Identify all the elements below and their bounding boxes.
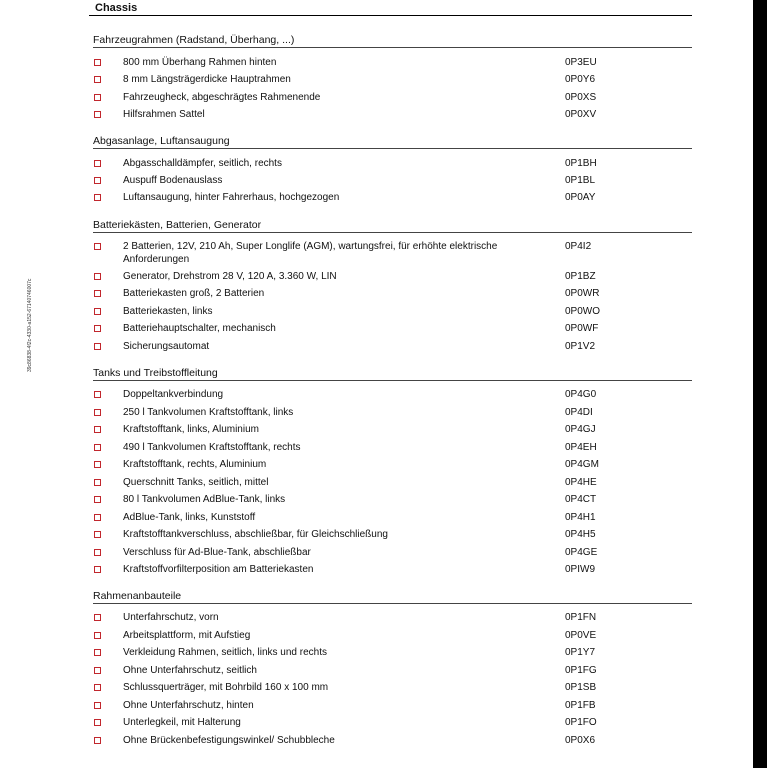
item-label: Unterlegkeil, mit Halterung xyxy=(123,717,241,728)
item-code: 0P0X6 xyxy=(565,735,596,746)
checkbox-square-icon xyxy=(94,684,101,691)
checkbox-square-icon xyxy=(94,531,101,538)
checkbox-square-icon xyxy=(94,444,101,451)
item-label: Schlussquerträger, mit Bohrbild 160 x 100 mm xyxy=(123,682,329,693)
checkbox-square-icon xyxy=(94,160,101,167)
item-code: 0P4G0 xyxy=(565,389,597,400)
item-code: 0P0AY xyxy=(565,192,596,203)
item-code: 0P1FB xyxy=(565,700,596,711)
section xyxy=(93,34,692,120)
item-label: 80 l Tankvolumen AdBlue-Tank, links xyxy=(123,494,286,505)
page-title: Chassis xyxy=(95,2,138,14)
item-code: 0P0XV xyxy=(565,109,597,120)
checkbox-square-icon xyxy=(94,177,101,184)
side-document-code: 39c86838-4f2c-4330-a152-67140746007c xyxy=(27,278,33,372)
item-label: Ohne Brückenbefestigungswinkel/ Schubbleche xyxy=(123,735,335,746)
item-code: 0P1FG xyxy=(565,665,597,676)
item-label: Querschnitt Tanks, seitlich, mittel xyxy=(123,477,269,488)
item-code: 0P0WO xyxy=(565,306,601,317)
section-title: Rahmenanbauteile xyxy=(93,590,692,604)
item-label: Ohne Unterfahrschutz, seitlich xyxy=(123,665,257,676)
item-code: 0P4HE xyxy=(565,477,597,488)
checkbox-square-icon xyxy=(94,409,101,416)
checkbox-square-icon xyxy=(94,308,101,315)
checkbox-square-icon xyxy=(94,111,101,118)
checkbox-square-icon xyxy=(94,667,101,674)
checkbox-square-icon xyxy=(94,461,101,468)
item-label: AdBlue-Tank, links, Kunststoff xyxy=(123,512,256,523)
item-label: Kraftstoffvorfilterposition am Batteriekasten xyxy=(123,564,314,575)
item-label: 250 l Tankvolumen Kraftstofftank, links xyxy=(123,407,294,418)
checkbox-square-icon xyxy=(94,391,101,398)
item-label: Verschluss für Ad-Blue-Tank, abschließbar xyxy=(123,547,311,558)
item-label: Sicherungsautomat xyxy=(123,341,210,352)
item-label: Auspuff Bodenauslass xyxy=(123,175,223,186)
item-code: 0P1FO xyxy=(565,717,597,728)
item-code: 0P0XS xyxy=(565,92,597,103)
section xyxy=(93,135,692,203)
checkbox-square-icon xyxy=(94,737,101,744)
item-label: Kraftstofftank, links, Aluminium xyxy=(123,424,259,435)
checkbox-square-icon xyxy=(94,426,101,433)
item-code: 0P4GJ xyxy=(565,424,596,435)
title-rule xyxy=(89,15,692,16)
item-label: Verkleidung Rahmen, seitlich, links und rechts xyxy=(123,647,327,658)
item-code: 0P4CT xyxy=(565,494,597,505)
checkbox-square-icon xyxy=(94,273,101,280)
checkbox-square-icon xyxy=(94,243,101,250)
item-code: 0P4GM xyxy=(565,459,599,470)
item-label: Kraftstofftank, rechts, Aluminium xyxy=(123,459,267,470)
item-label: 8 mm Längsträgerdicke Hauptrahmen xyxy=(123,74,291,85)
checkbox-square-icon xyxy=(94,290,101,297)
item-code: 0P1BZ xyxy=(565,271,596,282)
item-code: 0P0Y6 xyxy=(565,74,596,85)
item-label: Batteriekasten, links xyxy=(123,306,213,317)
checkbox-square-icon xyxy=(94,325,101,332)
window-frame-right xyxy=(753,0,767,768)
item-label: Batteriehauptschalter, mechanisch xyxy=(123,323,276,334)
checkbox-square-icon xyxy=(94,76,101,83)
item-code: 0PIW9 xyxy=(565,564,596,575)
section-title: Tanks und Treibstoffleitung xyxy=(93,367,692,381)
section-title: Batteriekästen, Batterien, Generator xyxy=(93,219,692,233)
checkbox-square-icon xyxy=(94,614,101,621)
checkbox-square-icon xyxy=(94,649,101,656)
checkbox-square-icon xyxy=(94,549,101,556)
section-title: Fahrzeugrahmen (Radstand, Überhang, ...) xyxy=(93,34,692,48)
checkbox-square-icon xyxy=(94,514,101,521)
item-label: Arbeitsplattform, mit Aufstieg xyxy=(123,630,251,641)
checkbox-square-icon xyxy=(94,632,101,639)
item-code: 0P1V2 xyxy=(565,341,596,352)
item-code: 0P4DI xyxy=(565,407,593,418)
item-label: Unterfahrschutz, vorn xyxy=(123,612,219,623)
item-label: 490 l Tankvolumen Kraftstofftank, rechts xyxy=(123,442,301,453)
item-code: 0P0VE xyxy=(565,630,597,641)
item-label: Batteriekasten groß, 2 Batterien xyxy=(123,288,265,299)
checkbox-square-icon xyxy=(94,194,101,201)
item-label: Generator, Drehstrom 28 V, 120 A, 3.360 W, LIN xyxy=(123,271,337,282)
item-code: 0P4GE xyxy=(565,547,598,558)
item-label: Doppeltankverbindung xyxy=(123,389,224,400)
item-label: Ohne Unterfahrschutz, hinten xyxy=(123,700,254,711)
item-label: Luftansaugung, hinter Fahrerhaus, hochgezogen xyxy=(123,192,340,203)
checkbox-square-icon xyxy=(94,719,101,726)
checkbox-square-icon xyxy=(94,59,101,66)
checkbox-square-icon xyxy=(94,496,101,503)
checkbox-square-icon xyxy=(94,479,101,486)
item-code: 0P3EU xyxy=(565,57,597,68)
section xyxy=(93,590,692,746)
item-code: 0P4H1 xyxy=(565,512,596,523)
item-code: 0P1BH xyxy=(565,158,597,169)
checkbox-square-icon xyxy=(94,94,101,101)
item-code: 0P4H5 xyxy=(565,529,596,540)
item-code: 0P1BL xyxy=(565,175,596,186)
item-code: 0P1SB xyxy=(565,682,597,693)
checkbox-square-icon xyxy=(94,566,101,573)
item-code: 0P1FN xyxy=(565,612,597,623)
item-code: 0P4I2 xyxy=(565,241,592,252)
item-label: Kraftstofftankverschluss, abschließbar, für Gleichschließung xyxy=(123,529,388,540)
item-label: Hilfsrahmen Sattel xyxy=(123,109,205,120)
item-code: 0P0WR xyxy=(565,288,600,299)
item-code: 0P1Y7 xyxy=(565,647,596,658)
item-label: Abgasschalldämpfer, seitlich, rechts xyxy=(123,158,282,169)
item-code: 0P4EH xyxy=(565,442,597,453)
item-label: Fahrzeugheck, abgeschrägtes Rahmenende xyxy=(123,92,321,103)
item-label: 2 Batterien, 12V, 210 Ah, Super Longlife (AGM), wartungsfrei, für erhöhte elektrische Anforderungen xyxy=(123,241,498,265)
section xyxy=(93,367,692,575)
checkbox-square-icon xyxy=(94,343,101,350)
checkbox-square-icon xyxy=(94,702,101,709)
item-label: 800 mm Überhang Rahmen hinten xyxy=(123,57,277,68)
item-code: 0P0WF xyxy=(565,323,599,334)
section xyxy=(93,219,692,352)
section-title: Abgasanlage, Luftansaugung xyxy=(93,135,692,149)
